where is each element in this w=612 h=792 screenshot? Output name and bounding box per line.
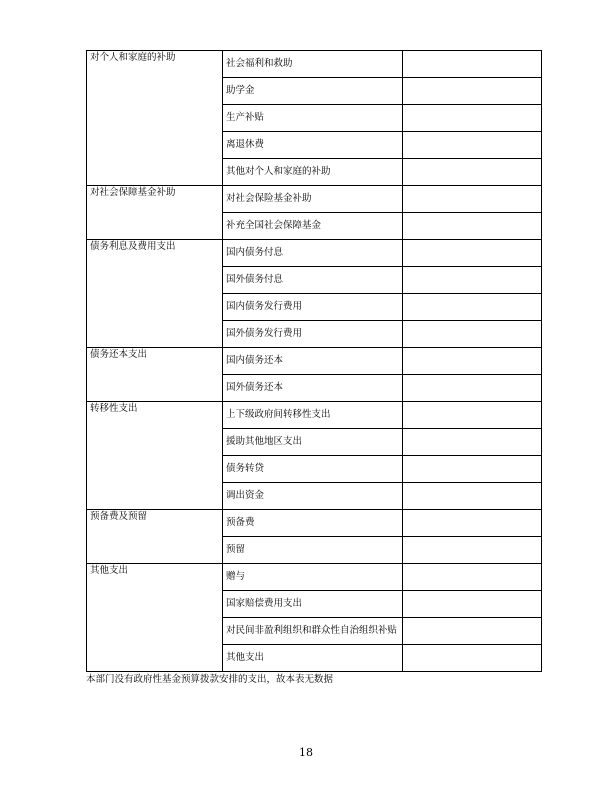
value-cell — [403, 591, 542, 618]
item-cell: 援助其他地区支出 — [223, 429, 403, 456]
expenditure-table-body — [87, 51, 542, 672]
item-cell: 国外债务发行费用 — [223, 321, 403, 348]
value-cell — [403, 537, 542, 564]
item-cell: 预留 — [223, 537, 403, 564]
value-cell — [403, 78, 542, 105]
table-row — [87, 240, 542, 267]
value-cell — [403, 510, 542, 537]
page-number: 18 — [299, 746, 313, 759]
item-cell: 国内债务付息 — [223, 240, 403, 267]
item-cell: 离退休费 — [223, 132, 403, 159]
category-cell: 债务利息及费用支出 — [87, 240, 223, 348]
item-cell: 社会福利和救助 — [223, 51, 403, 78]
value-cell — [403, 51, 542, 78]
category-cell: 债务还本支出 — [87, 348, 223, 402]
value-cell — [403, 321, 542, 348]
value-cell — [403, 429, 542, 456]
item-cell: 国内债务发行费用 — [223, 294, 403, 321]
value-cell — [403, 240, 542, 267]
item-cell: 国家赔偿费用支出 — [223, 591, 403, 618]
value-cell — [403, 213, 542, 240]
value-cell — [403, 294, 542, 321]
value-cell — [403, 186, 542, 213]
table-row — [87, 564, 542, 591]
value-cell — [403, 564, 542, 591]
value-cell — [403, 105, 542, 132]
category-cell: 预备费及预留 — [87, 510, 223, 564]
value-cell — [403, 348, 542, 375]
value-cell — [403, 159, 542, 186]
table-row — [87, 510, 542, 537]
item-cell: 其他支出 — [223, 645, 403, 672]
table-row — [87, 51, 542, 78]
value-cell — [403, 483, 542, 510]
item-cell: 调出资金 — [223, 483, 403, 510]
document-page — [86, 50, 520, 686]
value-cell — [403, 375, 542, 402]
table-row — [87, 186, 542, 213]
value-cell — [403, 645, 542, 672]
category-cell: 对个人和家庭的补助 — [87, 51, 223, 186]
category-cell: 转移性支出 — [87, 402, 223, 510]
value-cell — [403, 618, 542, 645]
table-note: 本部门没有政府性基金预算拨款安排的支出，故本表无数据 — [86, 674, 334, 685]
value-cell — [403, 402, 542, 429]
item-cell: 赠与 — [223, 564, 403, 591]
item-cell: 补充全国社会保障基金 — [223, 213, 403, 240]
item-cell: 其他对个人和家庭的补助 — [223, 159, 403, 186]
value-cell — [403, 456, 542, 483]
item-cell: 预备费 — [223, 510, 403, 537]
value-cell — [403, 267, 542, 294]
item-cell: 对社会保险基金补助 — [223, 186, 403, 213]
expenditure-table — [86, 50, 542, 672]
item-cell: 国内债务还本 — [223, 348, 403, 375]
item-cell: 上下级政府间转移性支出 — [223, 402, 403, 429]
item-cell: 债务转贷 — [223, 456, 403, 483]
category-cell: 其他支出 — [87, 564, 223, 672]
item-cell: 对民间非盈利组织和群众性自治组织补贴 — [223, 618, 403, 645]
item-cell: 助学金 — [223, 78, 403, 105]
value-cell — [403, 132, 542, 159]
category-cell: 对社会保障基金补助 — [87, 186, 223, 240]
item-cell: 生产补贴 — [223, 105, 403, 132]
table-row — [87, 348, 542, 375]
item-cell: 国外债务还本 — [223, 375, 403, 402]
item-cell: 国外债务付息 — [223, 267, 403, 294]
table-row — [87, 402, 542, 429]
